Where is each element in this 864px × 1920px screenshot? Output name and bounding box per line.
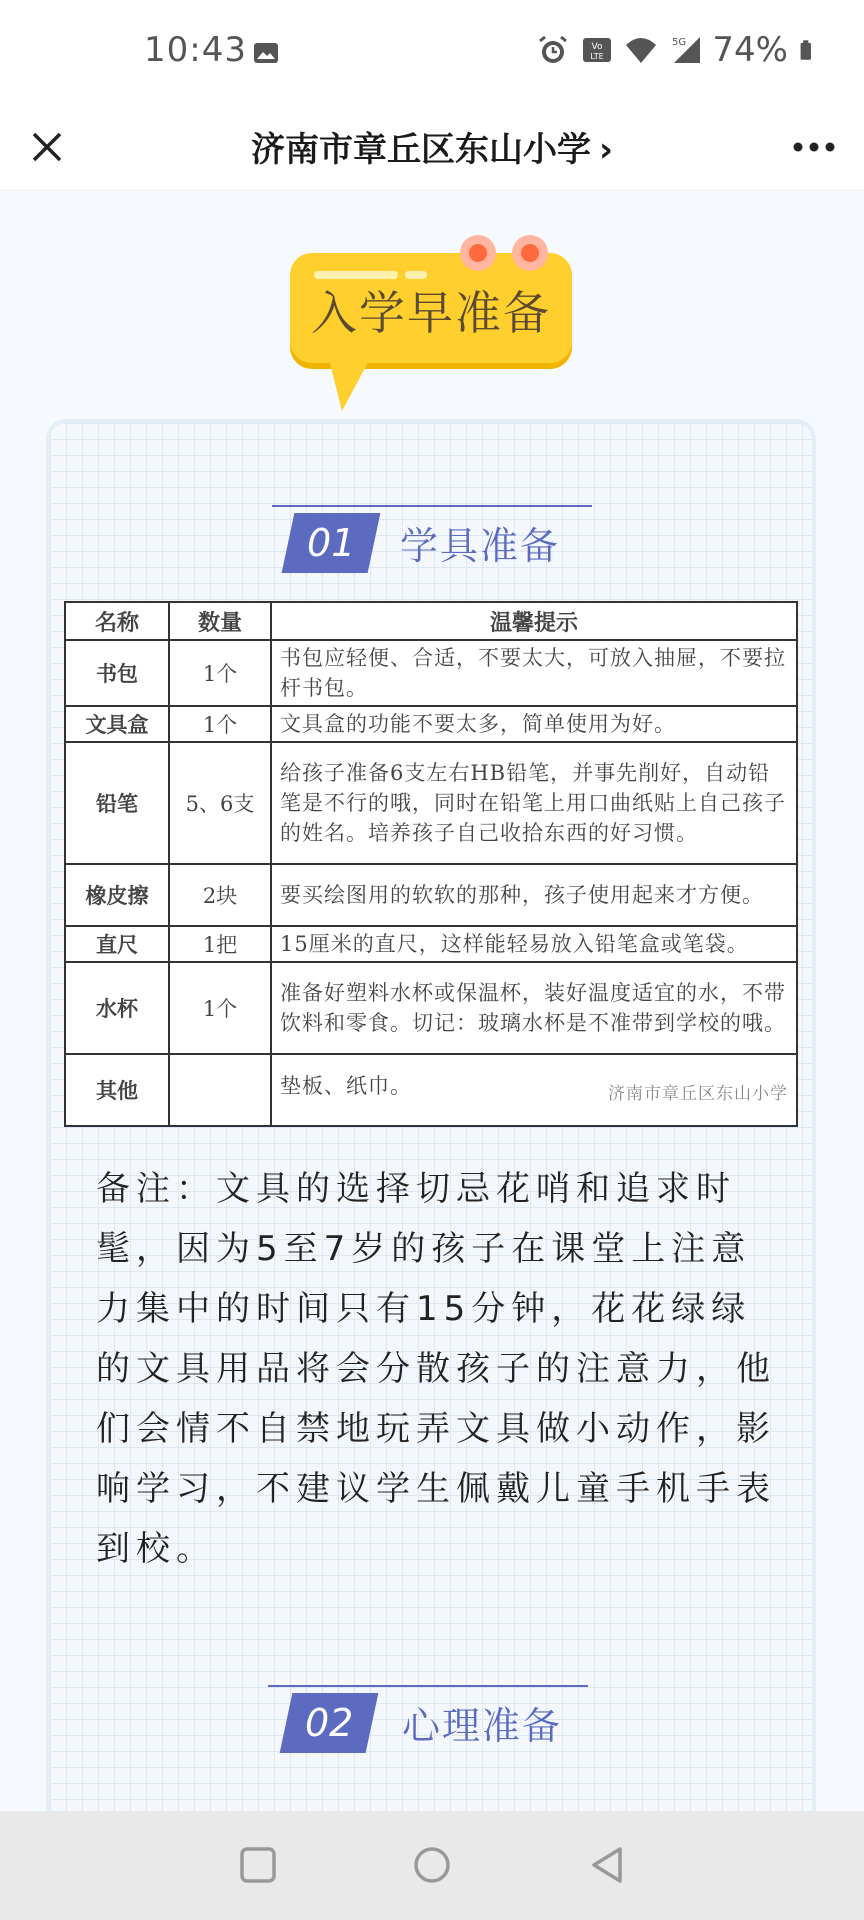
item-name: 直尺 [65,926,169,962]
battery-percent: 74% [712,30,788,70]
chevron-right-icon: › [598,130,613,170]
table-row [65,742,797,864]
home-icon[interactable] [410,1843,454,1887]
back-icon[interactable] [586,1843,630,1887]
section-divider [272,505,592,507]
table-row [65,962,797,1054]
section-number: 01 [282,513,381,573]
image-icon [253,42,279,64]
item-qty: 1个 [169,962,271,1054]
item-tip-text: 垫板、纸巾。 [280,1074,412,1098]
banner-tail [328,355,372,411]
item-qty: 5、6支 [169,742,271,864]
section-number: 02 [280,1693,379,1753]
item-qty: 1把 [169,926,271,962]
item-name: 其他 [65,1054,169,1126]
item-name: 书包 [65,640,169,706]
item-name: 文具盒 [65,706,169,742]
item-qty: 1个 [169,640,271,706]
section-header [50,1685,812,1765]
table-header: 温馨提示 [271,602,797,640]
article-content[interactable] [0,191,864,1811]
recents-icon[interactable] [236,1843,280,1887]
item-tip: 15厘米的直尺，这样能轻易放入铅笔盒或笔袋。 [271,926,797,962]
item-tip: 要买绘图用的软软的那种，孩子使用起来才方便。 [271,864,797,926]
svg-text:LTE: LTE [590,52,605,61]
nav-bar [0,108,864,191]
banner-dot [460,235,496,271]
item-name: 水杯 [65,962,169,1054]
svg-text:5G: 5G [672,37,687,48]
section-title: 心理准备 [402,1704,563,1748]
page-title[interactable] [0,122,864,171]
alarm-icon [536,33,570,67]
table-header: 名称 [65,602,169,640]
table-row [65,706,797,742]
item-tip: 准备好塑料水杯或保温杯，装好温度适宜的水，不带饮料和零食。切记：玻璃水杯是不准带到学校的哦。 [271,962,797,1054]
item-tip [271,1054,797,1126]
volte-icon [580,33,614,67]
item-qty: 2块 [169,864,271,926]
system-nav-bar [0,1811,864,1920]
status-bar [0,0,864,108]
banner [290,235,580,405]
section-divider [268,1685,588,1687]
item-qty [169,1054,271,1126]
table-row [65,926,797,962]
5g-signal-icon [668,33,702,67]
table-row [65,1054,797,1126]
section-header [50,505,812,585]
item-tip: 给孩子准备6支左右HB铅笔，并事先削好，自动铅笔是不行的哦，同时在铅笔上用口曲纸贴上自己孩子的姓名。培养孩子自己收拾东西的好习惯。 [271,742,797,864]
note-paragraph: 备注：文具的选择切忌花哨和追求时髦，因为5至7岁的孩子在课堂上注意力集中的时间只有15分钟，花花绿绿的文具用品将会分散孩子的注意力，他们会情不自禁地玩弄文具做小动作，影响学习，不建议学生佩戴儿童手机手表到校。 [96,1169,776,1569]
section-title: 学具准备 [400,524,561,568]
item-name: 橡皮擦 [65,864,169,926]
item-tip: 书包应轻便、合适，不要太大，可放入抽屉，不要拉杆书包。 [271,640,797,706]
wifi-icon [624,33,658,67]
page-title-text: 济南市章丘区东山小学 [250,130,591,170]
banner-title: 入学早准备 [311,286,551,340]
item-qty: 1个 [169,706,271,742]
table-header: 数量 [169,602,271,640]
battery-icon [798,33,820,67]
banner-dot [512,235,548,271]
content-card [50,423,812,1811]
table-row [65,864,797,926]
table-row [65,640,797,706]
item-tip: 文具盒的功能不要太多，简单使用为好。 [271,706,797,742]
item-name: 铅笔 [65,742,169,864]
status-time: 10:43 [144,30,247,70]
supplies-table [64,601,798,1127]
more-icon[interactable] [784,122,844,172]
svg-text:Vo: Vo [591,42,603,52]
watermark: 济南市章丘区东山小学 [608,1084,788,1104]
